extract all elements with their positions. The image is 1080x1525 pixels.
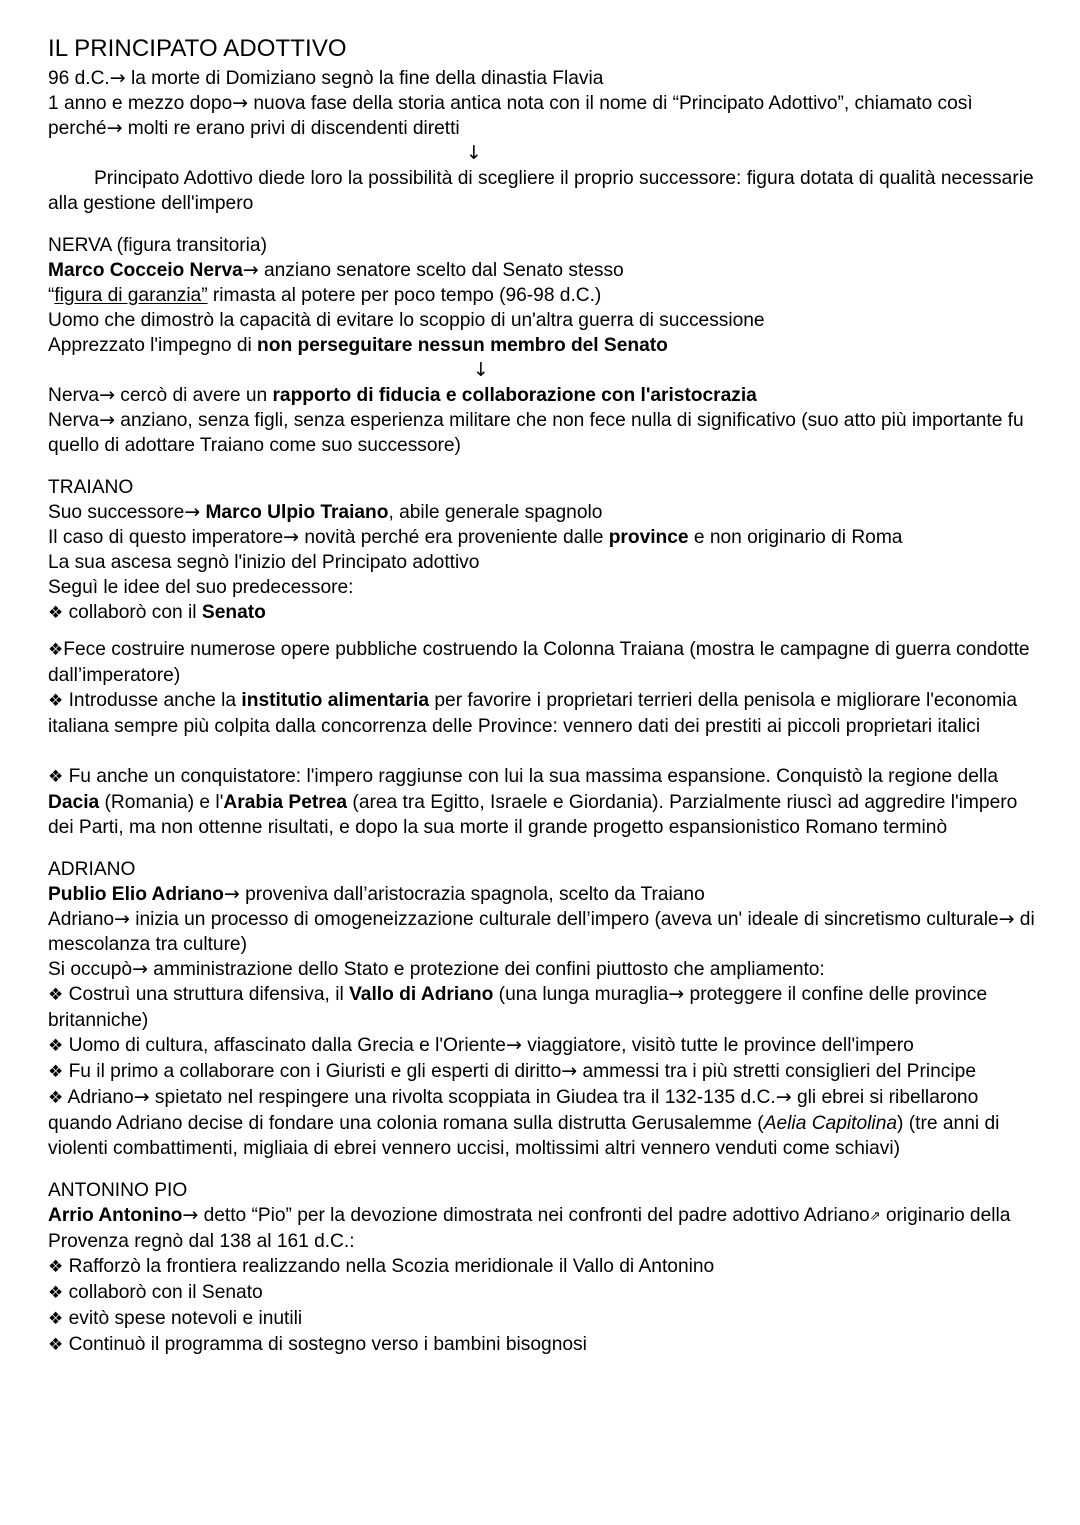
traiano-line-2-mid: novità perché era proveniente dalle <box>299 527 609 548</box>
adriano-bullet-1 <box>48 982 1044 1033</box>
adriano-line-3 <box>48 957 1044 982</box>
rightwards-arrow-icon: → <box>132 958 148 980</box>
antonino-bullet-3-text: evitò spese notevoli e inutili <box>63 1308 303 1329</box>
traiano-bullet-1-pre: collaborò con il <box>63 602 202 623</box>
antonino-bullet-2 <box>48 1280 1044 1306</box>
nerva-line-5-mid: cercò di avere un <box>115 385 273 406</box>
rightwards-arrow-icon: → <box>99 384 115 406</box>
traiano-bullet-4-rest: (area tra Egitto, Israele e Giordania). Parzialmente riuscì ad aggredire l'impero dei Parti, ma non ottenne risultati, e dopo la sua morte il grande progetto espansionistico Romano terminò <box>48 792 1018 838</box>
diamond-bullet-icon: ❖ <box>48 1257 64 1277</box>
rightwards-arrow-icon: → <box>133 1086 150 1108</box>
nerva-line-6-pre: Nerva <box>48 410 100 431</box>
antonino-bullet-2-text: collaborò con il Senato <box>63 1282 263 1303</box>
rightwards-arrow-icon: → <box>182 1204 199 1226</box>
diamond-bullet-icon: ❖ <box>48 985 64 1005</box>
downwards-arrow-icon-1 <box>48 141 1044 166</box>
northeast-arrow-icon: ⇗ <box>869 1209 881 1224</box>
rightwards-arrow-icon: → <box>242 259 259 281</box>
section-gap <box>48 216 1044 233</box>
diamond-bullet-icon: ❖ <box>48 1283 64 1303</box>
section-gap <box>48 1161 1044 1178</box>
nerva-line-1 <box>48 258 1044 283</box>
adriano-bullet-1-rest: proteggere il confine delle province britanniche) <box>48 984 988 1031</box>
nerva-line-4-bold: non perseguitare nessun membro del Senato <box>257 335 668 356</box>
adriano-line-2-mid: inizia un processo di omogeneizzazione culturale dell’impero (aveva un' ideale di sincretismo culturale <box>129 909 999 930</box>
nerva-line-5-pre: Nerva <box>48 385 100 406</box>
downwards-arrow-glyph: ↓ <box>466 142 482 164</box>
intro-result-paragraph: Principato Adottivo diede loro la possibilità di scegliere il proprio successore: figura dotata di qualità necessarie alla gestione dell'impero <box>48 168 1034 214</box>
antonino-line-1 <box>48 1203 1044 1254</box>
traiano-bullet-4-mid: (Romania) e l' <box>99 792 224 813</box>
antonino-bullet-4 <box>48 1332 1044 1358</box>
nerva-line-2 <box>48 283 1044 308</box>
traiano-bullet-2 <box>48 637 1044 688</box>
adriano-bullet-4-rest: gli ebrei si ribellarono quando Adriano decise di fondare una colonia romana sulla distrutta Gerusalemme ( <box>48 1087 979 1134</box>
institutio-alimentaria-bold: institutio alimentaria <box>241 690 430 711</box>
adriano-bullet-4 <box>48 1085 1044 1161</box>
nerva-line-6 <box>48 408 1044 458</box>
traiano-line-1-rest: , abile generale spagnolo <box>388 502 603 523</box>
antonino-bullet-4-text: Continuò il programma di sostegno verso i bambini bisognosi <box>63 1334 587 1355</box>
rightwards-arrow-icon: → <box>232 92 249 114</box>
nerva-line-4 <box>48 333 1044 358</box>
dacia-bold: Dacia <box>48 792 100 813</box>
adriano-bullet-1-mid: (una lunga muraglia <box>493 984 669 1005</box>
traiano-line-2-pre: Il caso di questo imperatore <box>48 527 284 548</box>
antonino-name: Arrio Antonino <box>48 1205 183 1226</box>
rightwards-arrow-icon: → <box>223 883 240 905</box>
adriano-name: Publio Elio Adriano <box>48 884 224 905</box>
section-gap <box>48 458 1044 475</box>
traiano-bullet-3-rest: per favorire i proprietari terrieri della penisola e migliorare l'economia italiana sempre più colpita dalla concorrenza delle Province: vennero dati dei prestiti ai piccoli proprietari italici <box>48 690 1018 737</box>
intro-line-2-a: 1 anno e mezzo dopo <box>48 93 233 114</box>
bullet-gap-large <box>48 739 1044 764</box>
adriano-line-2 <box>48 907 1044 957</box>
rightwards-arrow-icon: → <box>114 908 130 930</box>
traiano-bullet-2-text: Fece costruire numerose opere pubbliche costruendo la Colonna Traiana (mostra le campagne di guerra condotte dall’imperatore) <box>48 639 1030 686</box>
traiano-line-3: La sua ascesa segnò l'inizio del Principato adottivo <box>48 552 480 573</box>
nerva-line-3: Uomo che dimostrò la capacità di evitare lo scoppio di un'altra guerra di successione <box>48 310 765 331</box>
adriano-bullet-4-tail: ) (tre anni di violenti combattimenti, migliaia di ebrei vennero uccisi, moltissimi altri vennero venduti come schiavi) <box>48 1113 1000 1159</box>
antonino-bullet-1-text: Rafforzò la frontiera realizzando nella Scozia meridionale il Vallo di Antonino <box>63 1256 715 1277</box>
quote-open: “ <box>48 285 55 306</box>
diamond-bullet-icon: ❖ <box>48 767 64 787</box>
adriano-bullet-3 <box>48 1059 1044 1085</box>
rightwards-arrow-icon: → <box>998 908 1015 930</box>
traiano-bullet-4 <box>48 764 1044 840</box>
diamond-bullet-icon: ❖ <box>48 603 64 623</box>
intro-line-2-b: nuova fase della storia antica nota con il nome di “Principato Adottivo”, chiamato così perché <box>48 93 973 139</box>
rightwards-arrow-icon: → <box>99 409 115 431</box>
section-heading-traiano: TRAIANO <box>48 477 134 498</box>
downwards-arrow-glyph: ↓ <box>473 359 489 381</box>
section-heading-nerva: NERVA (figura transitoria) <box>48 235 267 256</box>
section-heading-antonino-pio: ANTONINO PIO <box>48 1180 188 1201</box>
adriano-line-3-pre: Si occupò <box>48 959 133 980</box>
intro-line-2-c: molti re erano privi di discendenti diretti <box>122 118 460 139</box>
intro-line-1-date: 96 d.C. <box>48 68 110 89</box>
rightwards-arrow-icon: → <box>184 501 201 523</box>
bullet-gap <box>48 626 1044 637</box>
traiano-bullet-1 <box>48 600 1044 626</box>
traiano-province-bold: province <box>608 527 689 548</box>
adriano-bullet-2-pre: Uomo di cultura, affascinato dalla Grecia e l'Oriente <box>63 1035 506 1056</box>
diamond-bullet-icon: ❖ <box>48 1088 64 1108</box>
traiano-line-1 <box>48 500 1044 525</box>
nerva-line-5 <box>48 383 1044 408</box>
adriano-line-1-rest: proveniva dall’aristocrazia spagnola, scelto da Traiano <box>239 884 705 905</box>
adriano-bullet-2-rest: viaggiatore, visitò tutte le province dell'impero <box>521 1035 914 1056</box>
traiano-bullet-3-pre: Introdusse anche la <box>63 690 242 711</box>
adriano-line-2-pre: Adriano <box>48 909 114 930</box>
adriano-bullet-4-pre: Adriano <box>63 1087 134 1108</box>
traiano-bullet-4-pre: Fu anche un conquistatore: l'impero raggiunse con lui la sua massima espansione. Conquistò la regione della <box>63 766 999 787</box>
traiano-line-2 <box>48 525 1044 550</box>
rightwards-arrow-icon: → <box>106 117 123 139</box>
nerva-name: Marco Cocceio Nerva <box>48 260 243 281</box>
diamond-bullet-icon: ❖ <box>48 691 64 711</box>
traiano-bullet-3 <box>48 688 1044 739</box>
diamond-bullet-icon: ❖ <box>48 640 64 660</box>
nerva-line-5-bold: rapporto di fiducia e collaborazione con l'aristocrazia <box>272 385 757 406</box>
adriano-line-3-rest: amministrazione dello Stato e protezione dei confini piuttosto che ampliamento: <box>148 959 825 980</box>
vallo-di-adriano-bold: Vallo di Adriano <box>349 984 494 1005</box>
rightwards-arrow-icon: → <box>561 1060 578 1082</box>
traiano-name: Marco Ulpio Traiano <box>200 502 389 523</box>
intro-line-1 <box>48 66 1044 91</box>
adriano-line-1 <box>48 882 1044 907</box>
adriano-line-2-rest: di mescolanza tra culture) <box>48 909 1035 955</box>
diamond-bullet-icon: ❖ <box>48 1335 64 1355</box>
adriano-bullet-4-mid: spietato nel respingere una rivolta scoppiata in Giudea tra il 132-135 d.C. <box>149 1087 776 1108</box>
downwards-arrow-icon-2 <box>48 358 1044 383</box>
adriano-bullet-1-pre: Costruì una struttura difensiva, il <box>63 984 350 1005</box>
antonino-line-1-rest: originario della Provenza regnò dal 138 al 161 d.C.: <box>48 1205 1011 1252</box>
rightwards-arrow-icon: → <box>283 526 300 548</box>
antonino-bullet-3 <box>48 1306 1044 1332</box>
antonino-bullet-1 <box>48 1254 1044 1280</box>
rightwards-arrow-icon: → <box>775 1086 792 1108</box>
traiano-line-1-pre: Suo successore <box>48 502 185 523</box>
traiano-bullet-1-bold: Senato <box>201 602 266 623</box>
traiano-line-4: Seguì le idee del suo predecessore: <box>48 577 354 598</box>
rightwards-arrow-icon: → <box>668 983 685 1005</box>
aelia-capitolina-italic: Aelia Capitolina <box>763 1113 898 1134</box>
arabia-petrea-bold: Arabia Petrea <box>223 792 348 813</box>
diamond-bullet-icon: ❖ <box>48 1062 64 1082</box>
section-heading-adriano: ADRIANO <box>48 859 136 880</box>
section-gap <box>48 840 1044 857</box>
nerva-guarantee-phrase: figura di garanzia” <box>54 285 208 306</box>
intro-line-1-text: la morte di Domiziano segnò la fine della dinastia Flavia <box>125 68 604 89</box>
rightwards-arrow-icon: → <box>505 1034 522 1056</box>
diamond-bullet-icon: ❖ <box>48 1309 64 1329</box>
adriano-bullet-3-rest: ammessi tra i più stretti consiglieri del Principe <box>577 1061 977 1082</box>
antonino-line-1-mid: detto “Pio” per la devozione dimostrata nei confronti del padre adottivo Adriano <box>198 1205 870 1226</box>
rightwards-arrow-icon: → <box>109 67 126 89</box>
intro-line-2 <box>48 91 1044 141</box>
page-title: IL PRINCIPATO ADOTTIVO <box>48 35 347 62</box>
adriano-bullet-2 <box>48 1033 1044 1059</box>
traiano-line-2-rest: e non originario di Roma <box>688 527 903 548</box>
nerva-line-1-rest: anziano senatore scelto dal Senato stesso <box>258 260 624 281</box>
diamond-bullet-icon: ❖ <box>48 1036 64 1056</box>
nerva-line-2-rest: rimasta al potere per poco tempo (96-98 d.C.) <box>207 285 602 306</box>
adriano-bullet-3-pre: Fu il primo a collaborare con i Giuristi e gli esperti di diritto <box>63 1061 562 1082</box>
nerva-line-6-rest: anziano, senza figli, senza esperienza militare che non fece nulla di significativo (suo atto più importante fu quello di adottare Traiano come suo successore) <box>48 410 1024 456</box>
nerva-line-4-pre: Apprezzato l'impegno di <box>48 335 258 356</box>
